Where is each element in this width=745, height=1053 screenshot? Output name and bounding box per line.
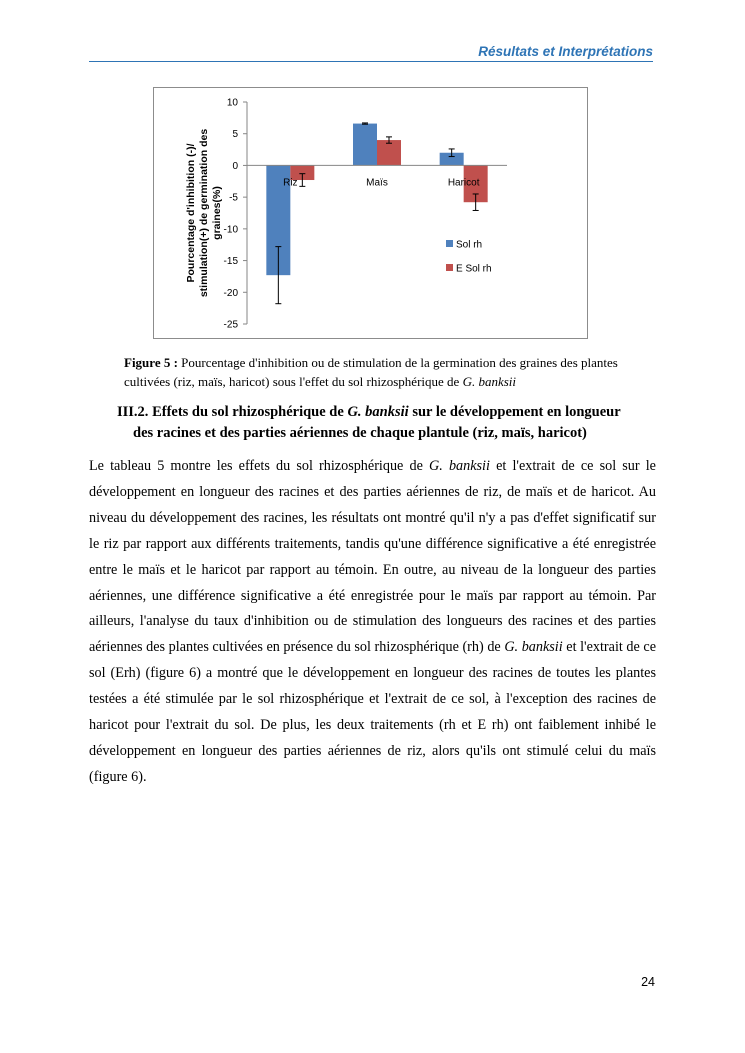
section-title-b: sur le développement en longueur [408,404,621,420]
caption-label: Figure 5 : [124,355,178,370]
figure-5-chart [153,87,588,339]
bar-e-sol-rh-maïs [377,140,401,165]
para-species-2: G. banksii [504,639,563,656]
section-title-line2: des racines et des parties aériennes de chaque plantule (riz, maïs, haricot) [133,425,587,441]
legend-swatch [446,240,453,247]
y-tick-label: 0 [232,160,238,172]
bar-chart [154,88,587,338]
page-number: 24 [641,975,655,989]
y-tick-label: -10 [223,224,238,236]
para-species-1: G. banksii [429,458,490,474]
y-tick-label: 10 [226,97,238,109]
para-text-2: et l'extrait de ce sol sur le développement en longueur des racines et des parties aériennes de riz, de maïs et de haricot. Au niveau du développement des racines, les résultats ont montré qu'il n'y a pas d'effet significatif sur le riz par rapport aux différents traitements, tandis qu'une différence significative a été enregistrée entre le maïs et le haricot par rapport au témoin. En outre, au niveau de la longueur des parties aériennes, une différence significative a été enregistrée pour le maïs par rapport au témoin. Par ailleurs, l'analyse du taux d'inhibition ou de stimulation des longueurs des racines et des parties aériennes des plantes cultivées en présence du sol rhizosphérique (rh) de [89,458,656,656]
header-rule [89,61,653,62]
y-tick-label: -5 [229,192,238,204]
caption-text: Pourcentage d'inhibition ou de stimulation de la germination des graines des plantes cultivées (riz, maïs, haricot) sous l'effet du sol rhizosphérique de [124,355,618,389]
para-text-3: et l'extrait de ce sol (Erh) (figure 6) a montré que le développement en longueur des racines de toutes les plantes testées a été stimulée par le sol rhizosphérique et l'extrait de ce sol, à l'exception des racines de haricot pour l'extrait du sol. De plus, les deux traitements (rh et E rh) ont faiblement inhibé le développement en longueur des parties aériennes de riz, alors qu'ils ont stimulé celui du maïs (figure 6). [89,639,657,785]
category-label: Riz [283,177,298,189]
y-axis-title-line: graines(%) [211,186,223,240]
legend-label: E Sol rh [456,263,492,275]
y-tick-label: 5 [232,129,238,141]
category-label: Maïs [366,177,388,189]
y-axis-title-line: stimulation(+) de germination des [198,128,210,298]
figure-caption [124,353,644,391]
body-paragraph [89,454,656,791]
legend-label: Sol rh [456,239,483,251]
category-label: Haricot [447,177,480,189]
running-header: Résultats et Interprétations [478,44,653,59]
section-heading [117,402,655,444]
caption-species: G. banksii [462,374,517,389]
bar-sol-rh-maïs [353,124,377,166]
y-tick-label: -15 [223,256,238,268]
legend-swatch [446,264,453,271]
y-tick-label: -25 [223,319,238,331]
y-tick-label: -20 [223,287,238,299]
para-text-1: Le tableau 5 montre les effets du sol rhizosphérique de [89,458,430,474]
y-axis-title-line: Pourcentage d'inhibition (-)/ [185,143,197,283]
section-species: G. banksii [347,404,409,420]
section-number: III.2. [117,404,149,420]
section-title-a: Effets du sol rhizosphérique de [148,404,348,420]
